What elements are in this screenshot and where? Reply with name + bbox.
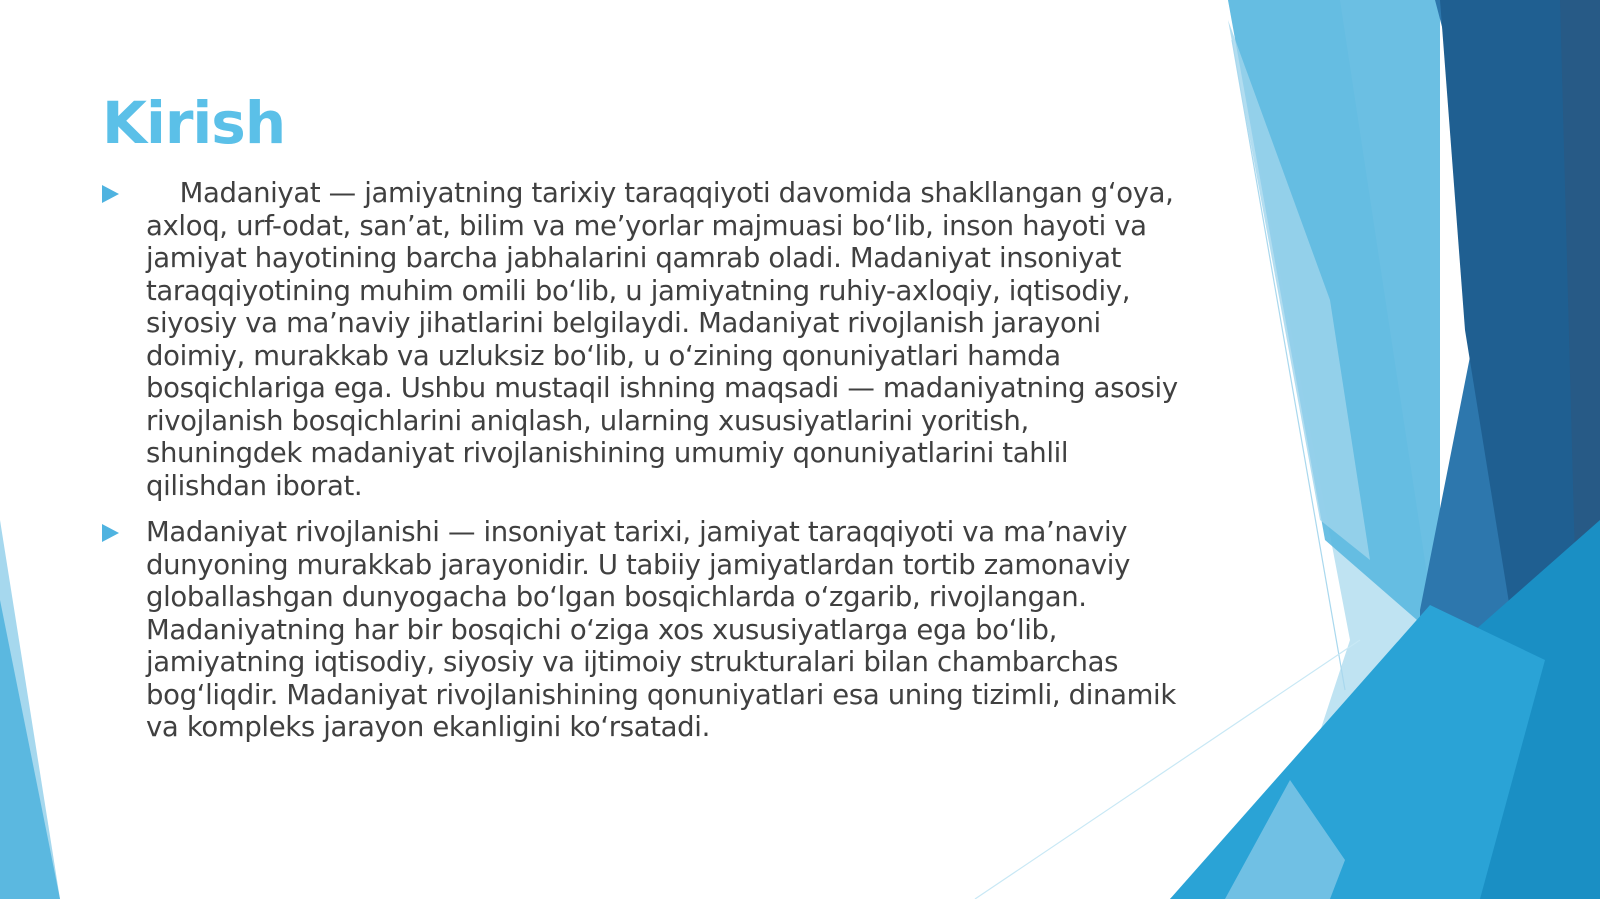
bullet-text: Madaniyat — jamiyatning tarixiy taraqqiyoti davomida shakllangan g‘oya, axloq, urf-odat, san’at, bilim va me’yorlar majmuasi bo‘lib, inson hayoti va jamiyat hayotining barcha jabhalarini qamrab oladi. Madaniyat insoniyat taraqqiyotining muhim omili bo‘lib, u jamiyatning ruhiy-axloqiy, iqtisodiy, siyosiy va ma’naviy jihatlarini belgilaydi. Madaniyat rivojlanish jarayoni doimiy, murakkab va uzluksiz bo‘lib, u o‘zining qonuniyatlari hamda bosqichlariga ega. Ushbu mustaqil ishning maqsadi — madaniyatning asosiy rivojlanish bosqichlarini aniqlash, ularning xususiyatlarini yoritish, shuningdek madaniyat rivojlanishining umumiy qonuniyatlarini tahlil qilishdan iborat. <box>146 177 1187 502</box>
deco-shape-sky <box>1228 0 1440 640</box>
bullet-text: Madaniyat rivojlanishi — insoniyat tarixi, jamiyat taraqqiyoti va ma’naviy dunyoning murakkab jarayonidir. U tabiiy jamiyatlardan tortib zamonaviy globallashgan dunyogacha bo‘lgan bosqichlarda o‘zgarib, rivojlangan. Madaniyatning har bir bosqichi o‘ziga xos xususiyatlarga ega bo‘lib, jamiyatning iqtisodiy, siyosiy va ijtimoiy strukturalari bilan chambarchas bog‘liqdir. Madaniyat rivojlanishining qonuniyatlari esa uning tizimli, dinamik va kompleks jarayon ekanligini ko‘rsatadi. <box>146 516 1185 743</box>
list-item <box>102 177 1187 502</box>
list-item <box>102 516 1187 744</box>
bullet-arrow-icon <box>102 185 119 203</box>
bullet-list <box>102 177 1187 758</box>
slide-title: Kirish <box>102 89 286 157</box>
bullet-arrow-icon <box>102 524 119 542</box>
